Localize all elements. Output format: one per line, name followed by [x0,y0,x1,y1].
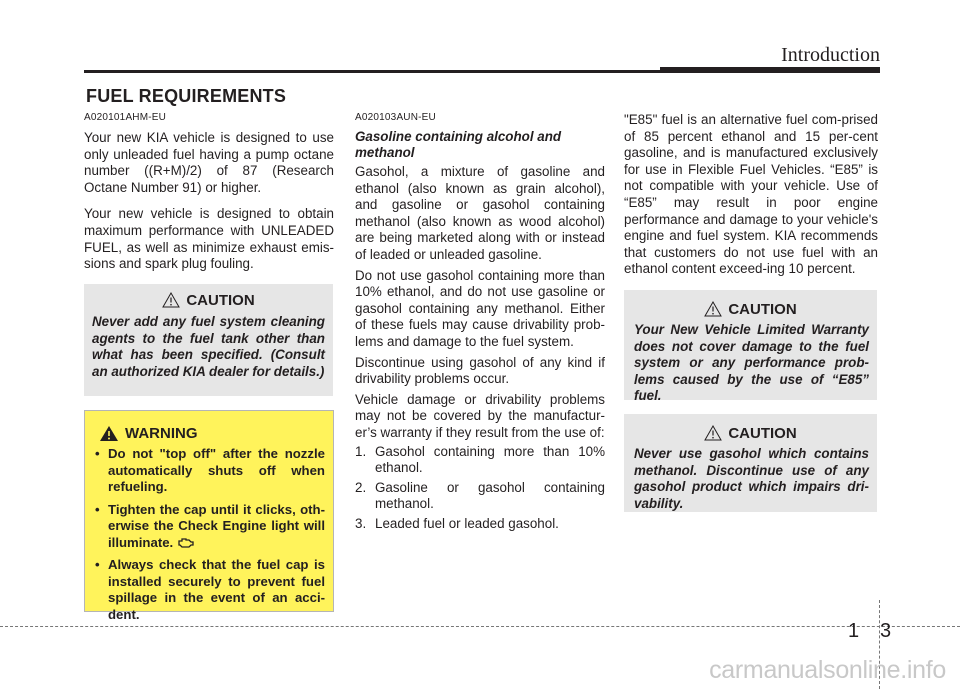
caution-text: Your New Vehicle Limited Warranty does not cover damage to the fuel system or any performance prob-lems caused by the use of “E85” fuel. [634,322,869,403]
caution-header [624,423,877,443]
column-2 [355,112,605,532]
watermark: carmanualsonline.info [709,656,946,684]
list-number: 3. [355,515,367,531]
page-number [848,620,891,643]
paragraph: Discontinue using gasohol of any kind if drivability problems occur. [355,354,605,387]
check-engine-icon [177,537,195,548]
list-item [355,516,605,533]
caution-title: CAUTION [728,424,797,442]
paragraph: Your new vehicle is designed to obtain maximum performance with UNLEADED FUEL, as well as minimize exhaust emis-sions and spark plug fouling. [84,206,334,272]
list-text: Leaded fuel or leaded gasohol. [375,515,559,531]
warning-item: • Always check that the fuel cap is installed securely to prevent fuel spillage in the event of an acci-dent. [91,557,325,623]
caution-header [84,290,333,310]
warning-item-text: Tighten the cap until it clicks, oth-erwise the Check Engine light will illuminate. [108,501,325,550]
list-item [355,480,605,513]
caution-box-fuel-cleaner [84,284,333,396]
section-code: A020103AUN-EU [355,112,436,123]
numbered-list [355,444,605,533]
caution-text: Never add any fuel system cleaning agents to the fuel tank other than what has been specified. (Consult an authorized KIA dealer for details.) [92,314,325,379]
warning-item [91,502,325,552]
column-3-body: "E85" fuel is an alternative fuel com-prised of 85 percent ethanol and 15 per-cent gasoline, and is manufactured exclusively for use in Flexible Fuel Vehicles. “E85” is not compatible with your vehicle. Use of “E85” may result in poor engine performance and damage to your vehicle's engine and fuel system. KIA recommends that customers do not use fuel with an ethanol content exceed-ing 10 percent. [624,112,878,277]
warning-list [85,443,333,623]
caution-header [624,299,877,319]
caution-box-methanol [624,414,877,512]
caution-title: CAUTION [728,300,797,318]
caution-triangle-icon [704,425,722,441]
header-rule-accent [660,67,880,73]
column-1-body [84,130,334,273]
column-3 [624,112,878,278]
warning-box [84,410,334,622]
warning-title: WARNING [125,424,198,442]
caution-box-e85 [624,290,877,403]
column-1 [84,112,334,283]
list-text: Gasoline or gasohol containing methanol. [375,479,605,512]
caution-title: CAUTION [186,291,255,309]
warning-item: • Do not "top off" after the nozzle automatically shuts off when refueling. [91,446,325,496]
caution-triangle-icon [704,301,722,317]
section-title: FUEL REQUIREMENTS [86,86,287,106]
warning-triangle-icon [99,425,119,442]
list-number: 2. [355,479,367,495]
paragraph: Vehicle damage or drivability problems may not be covered by the manufactur-er’s warranty if they result from the use of: [355,391,605,440]
caution-text: Never use gasohol which contains methanol. Discontinue use of any gasohol product which impairs dri-vability. [634,446,869,511]
list-number: 1. [355,443,367,459]
warning-header [85,423,333,443]
page-number-value: 3 [880,620,892,642]
chapter-number: 1 [848,620,860,642]
paragraph: Your new KIA vehicle is designed to use only unleaded fuel having a pump octane number ((R+M)/2) of 87 (Research Octane Number 91) or higher. [84,130,334,195]
paragraph: Do not use gasohol containing more than 10% ethanol, and do not use gasoline or gasohol containing any methanol. Either of these fuels may cause drivability prob-lems and damage to the fuel system. [355,267,605,349]
column-2-body [355,164,605,532]
list-item [355,444,605,477]
subheading: Gasoline containing alcohol and methanol [355,129,562,160]
footer-rule [0,626,960,628]
paragraph: Gasohol, a mixture of gasoline and ethanol (also known as grain alcohol), and gasoline or gasohol containing methanol (also known as wood alcohol) are being marketed along with or instead of leaded or unleaded gasoline. [355,164,605,262]
caution-triangle-icon [162,292,180,308]
section-code: A020101AHM-EU [84,112,167,123]
chapter-title: Introduction [781,44,880,66]
list-text: Gasohol containing more than 10% ethanol. [375,443,605,476]
